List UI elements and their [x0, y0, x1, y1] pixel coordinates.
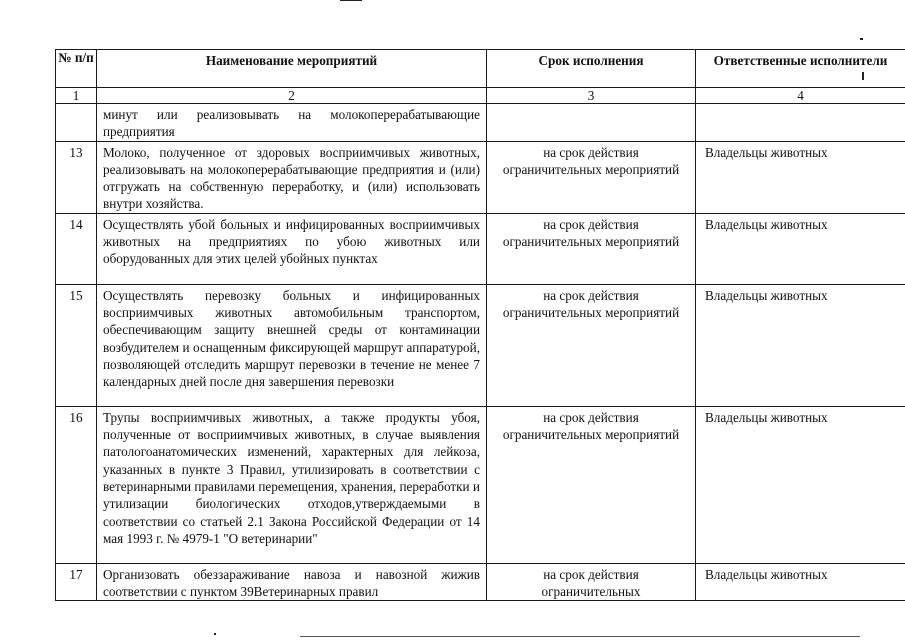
row-term: на срок действия ограничительных мероприятий	[487, 141, 696, 213]
row-term: на срок действия ограничительных мероприятий	[487, 213, 696, 284]
header-measures: Наименование мероприятий	[97, 50, 487, 88]
table-row	[56, 141, 905, 213]
header-row	[56, 50, 905, 88]
row-responsible: Владельцы животных	[696, 141, 905, 213]
scan-line-bottom	[300, 636, 860, 637]
row-responsible: Владельцы животных	[696, 213, 905, 284]
row-description: Осуществлять убой больных и инфицированных восприимчивых животных на предприятиях по убою животных или оборудованных для этих целей убойных пунктах	[97, 213, 487, 284]
row-description: минут или реализовывать на молокоперерабатывающие предприятия	[97, 104, 487, 142]
row-term: на срок действия ограничительных	[487, 563, 696, 601]
column-number-4: 4	[696, 88, 905, 104]
row-description: Осуществлять перевозку больных и инфицированных восприимчивых животных автомобильным транспортом, обеспечивающим защиту внешней среды от контаминации возбудителем и оснащенным фиксирующей маршрут аппаратурой, позволяющей отследить маршрут перевозки в течение не менее 7 календарных дней после дня завершения перевозки	[97, 284, 487, 406]
measures-table	[55, 49, 905, 601]
column-number-row	[56, 88, 905, 104]
column-number-3: 3	[487, 88, 696, 104]
row-responsible: Владельцы животных	[696, 406, 905, 563]
table-row	[56, 406, 905, 563]
row-number: 15	[56, 284, 97, 406]
header-responsible: Ответственные исполнители	[696, 50, 905, 88]
scan-mark-right-top	[860, 38, 863, 40]
row-number: 17	[56, 563, 97, 601]
scan-mark-bottom	[214, 633, 216, 635]
row-responsible: Владельцы животных	[696, 284, 905, 406]
row-description: Молоко, полученное от здоровых восприимчивых животных, реализовывать на молокоперерабатывающие предприятия и (или) отгружать на собственную переработку, и (или) использовать внутри хозяйства.	[97, 141, 487, 213]
column-number-2: 2	[97, 88, 487, 104]
row-number	[56, 104, 97, 142]
row-responsible: Владельцы животных	[696, 563, 905, 601]
table-row	[56, 213, 905, 284]
scan-mark-top	[340, 0, 362, 1]
row-number: 13	[56, 141, 97, 213]
table-row	[56, 284, 905, 406]
row-description: Трупы восприимчивых животных, а также продукты убоя, полученные от восприимчивых животных, в случае выявления патологоанатомических изменений, характерных для лейкоза, указанных в пункте 3 Правил, утилизировать в соответствии с ветеринарными правилами перемещения, хранения, переработки и утилизации биологических отходов,утверждаемыми в соответствии со статьей 2.1 Закона Российской Федерации от 14 мая 1993 г. № 4979-1 "О ветеринарии"	[97, 406, 487, 563]
row-description: Организовать обеззараживание навоза и навозной жижив соответствии с пунктом 39Ветеринарных правил	[97, 563, 487, 601]
header-number: № п/п	[56, 50, 97, 88]
column-number-1: 1	[56, 88, 97, 104]
row-term: на срок действия ограничительных мероприятий	[487, 406, 696, 563]
row-number: 14	[56, 213, 97, 284]
row-term: на срок действия ограничительных мероприятий	[487, 284, 696, 406]
table-row	[56, 104, 905, 142]
row-responsible	[696, 104, 905, 142]
table-row	[56, 563, 905, 601]
row-number: 16	[56, 406, 97, 563]
row-term	[487, 104, 696, 142]
header-term: Срок исполнения	[487, 50, 696, 88]
